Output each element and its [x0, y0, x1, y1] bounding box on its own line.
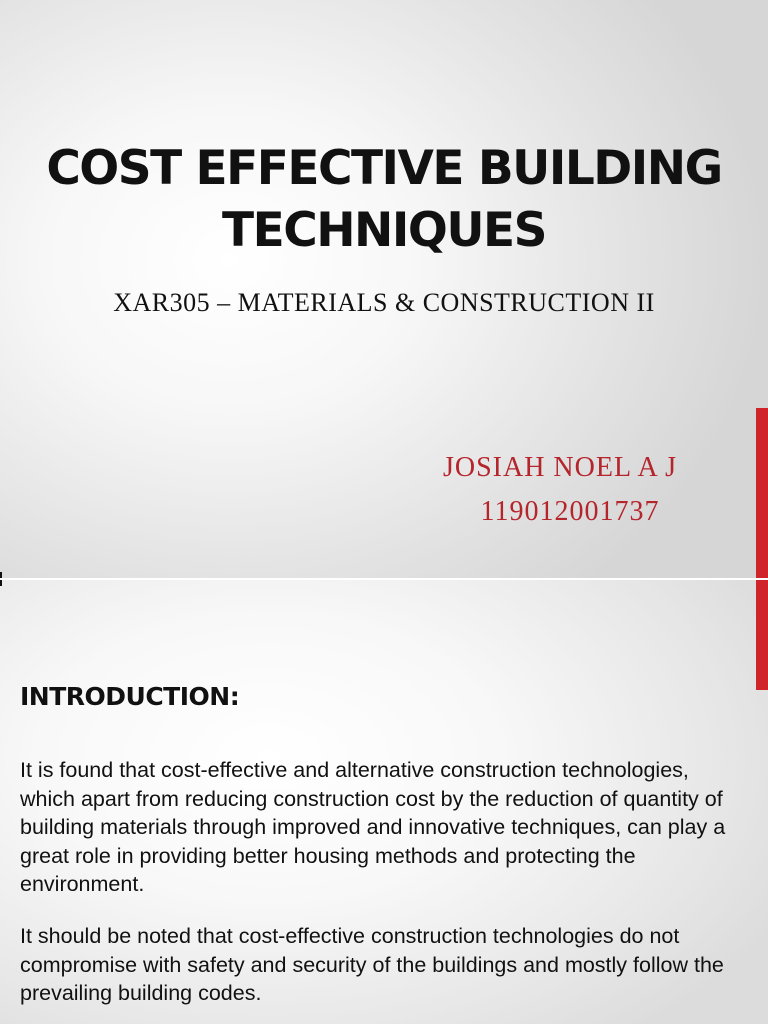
introduction-slide: [0, 580, 768, 1024]
slide-title: COST EFFECTIVE BUILDING TECHNIQUES: [46, 141, 722, 258]
section-heading: INTRODUCTION:: [20, 682, 240, 711]
slide-corner-mark: [0, 580, 2, 586]
author-id: 119012001737: [480, 496, 660, 527]
accent-bar: [756, 580, 768, 690]
author-name: JOSIAH NOEL A J: [442, 452, 678, 483]
intro-paragraph: It should be noted that cost-effective construction technologies do not compromise with safety and security of the buildings and mostly follow the prevailing building codes.: [20, 924, 724, 1005]
course-subtitle: XAR305 – MATERIALS & CONSTRUCTION II: [113, 288, 655, 317]
intro-paragraph: It is found that cost-effective and alternative construction technologies, which apart from reducing construction cost by the reduction of quantity of building materials through improved and innovative techniques, can play a great role in providing better housing methods and protecting the environment.: [20, 758, 726, 896]
accent-bar: [756, 408, 768, 578]
